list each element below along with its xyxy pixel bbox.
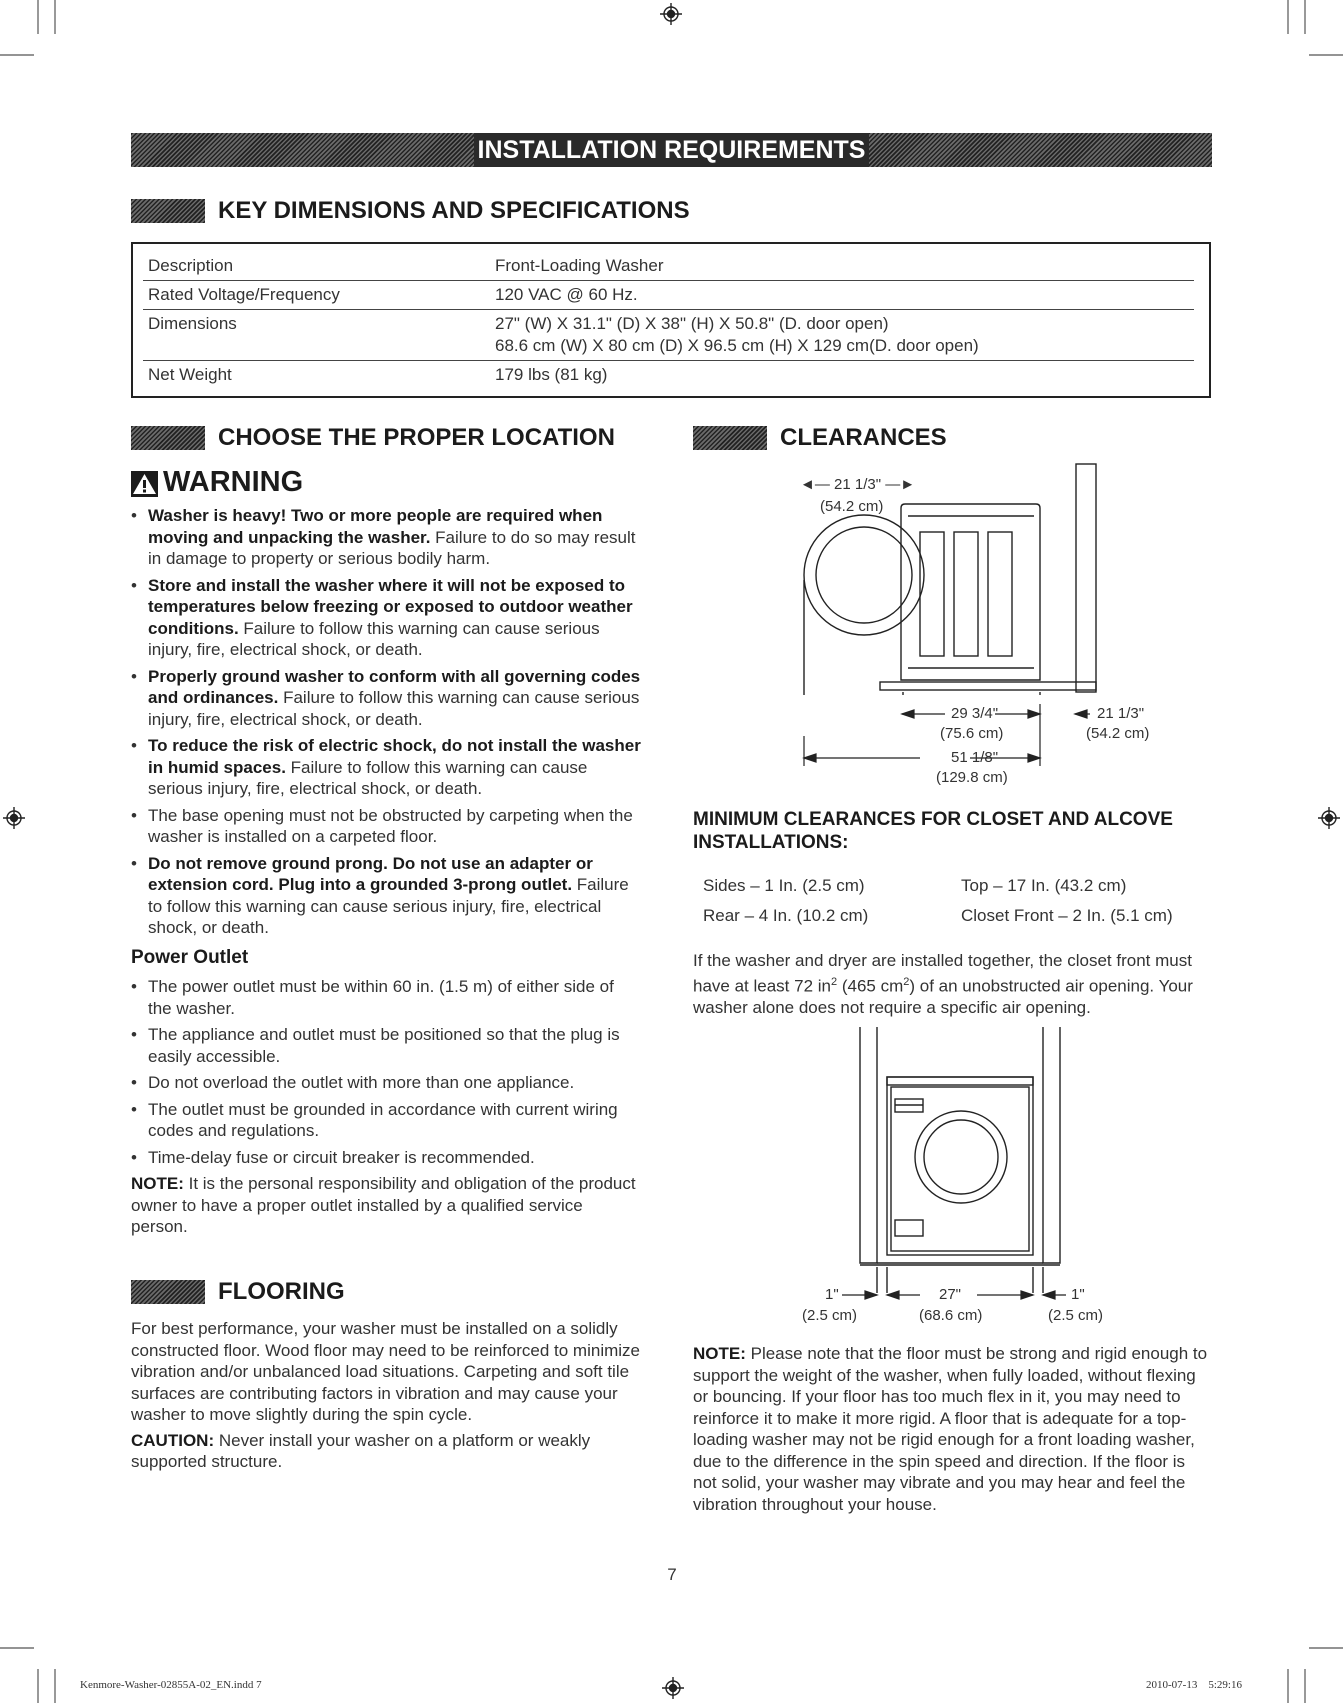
clearance-rear: Rear – 4 In. (10.2 cm) <box>703 906 869 925</box>
wall-clearance-metric: (54.2 cm) <box>1086 725 1150 742</box>
washer-depth-dim: 29 3/4" <box>951 705 999 722</box>
warning-item <box>131 505 641 570</box>
spec-value: Front-Loading Washer <box>495 256 664 275</box>
warning-text: Failure to follow this warning can cause serious injury, fire, electrical shock, or death. <box>148 875 629 937</box>
door-open-icon <box>804 515 924 635</box>
footer-filename: Kenmore-Washer-02855A-02_EN.indd 7 <box>80 1679 262 1691</box>
registration-target-bottom <box>662 1677 684 1699</box>
spec-value: 179 lbs (81 kg) <box>495 365 608 384</box>
key-dimensions-header <box>131 197 1031 225</box>
washer-width-dim: 27" <box>939 1286 962 1303</box>
registration-target-top <box>660 3 682 25</box>
page-number: 7 <box>667 1565 677 1584</box>
warning-bold-text: Do not remove ground prong. Do not use an adapter or extension cord. Plug into a grounded 3-prong outlet. <box>148 853 593 894</box>
spec-value: 120 VAC @ 60 Hz. <box>495 285 638 304</box>
spec-value-metric: 68.6 cm (W) X 80 cm (D) X 96.5 cm (H) X 129 cm(D. door open) <box>495 336 979 355</box>
clearance-top: Top – 17 In. (43.2 cm) <box>961 876 1127 895</box>
warning-item <box>131 666 641 731</box>
row-divider <box>143 280 1194 281</box>
outlet-note <box>131 1173 641 1238</box>
note-text: It is the personal responsibility and obligation of the product owner to have a proper outlet installed by a qualified service person. <box>131 1174 636 1236</box>
closet-text: ) of an unobstructed air opening. Your washer alone does not require a specific air opening. <box>693 976 1193 1017</box>
heading-marker <box>131 426 205 450</box>
total-depth-metric: (129.8 cm) <box>936 769 1008 786</box>
floor-note <box>693 1343 1213 1515</box>
wall-clearance-dim: 21 1/3" <box>1097 705 1145 722</box>
warning-item <box>131 735 641 800</box>
warning-icon <box>131 471 158 497</box>
specifications-table <box>131 242 1211 398</box>
left-wall-icon <box>860 1027 877 1263</box>
location-heading: CHOOSE THE PROPER LOCATION <box>218 424 615 451</box>
heading-marker <box>131 199 205 223</box>
key-dimensions-heading: KEY DIMENSIONS AND SPECIFICATIONS <box>218 197 690 224</box>
power-outlet-list <box>131 976 641 1168</box>
registration-target-right <box>1318 807 1340 829</box>
row-divider <box>143 309 1194 310</box>
washer-depth-metric: (75.6 cm) <box>940 725 1004 742</box>
warning-text: The base opening must not be obstructed by carpeting when the washer is installed on a carpeted floor. <box>148 805 633 846</box>
flooring-caution <box>131 1430 641 1473</box>
right-wall-icon <box>1043 1027 1060 1263</box>
flooring-text: For best performance, your washer must be installed on a solidly constructed floor. Wood floor may need to be reinforced to minimize vibration and/or unbalanced load situations. Carpeting and soft tile surfaces are contributing factors in vibration and may cause your washer to move slightly during the spin cycle. <box>131 1319 640 1424</box>
warning-item <box>131 575 641 661</box>
clearances-heading: CLEARANCES <box>780 424 947 451</box>
right-gap-metric: (2.5 cm) <box>1048 1307 1104 1324</box>
closet-air-opening-text <box>693 950 1213 1018</box>
alcove-diagram <box>855 1025 1065 1295</box>
heading-marker <box>693 426 767 450</box>
side-clearance-diagram <box>790 460 1110 695</box>
warning-bold-text: Washer is heavy! Two or more people are required when moving and unpacking the washer. <box>148 506 603 547</box>
warning-bold-text: Properly ground washer to conform with all governing codes and ordinances. <box>148 666 641 707</box>
warning-text: Failure to follow this warning can cause serious injury, fire, electrical shock, or death. <box>148 757 588 798</box>
power-outlet-item: • The outlet must be grounded in accordance with current wiring codes and regulations. <box>131 1099 641 1142</box>
warning-item <box>131 853 641 939</box>
flooring-section <box>131 1318 641 1473</box>
washer-front-icon <box>887 1077 1033 1255</box>
door-width-dim: ◄— 21 1/3" —► <box>800 476 916 493</box>
total-depth-dim: 51 1/8" <box>951 749 999 766</box>
spec-label: Rated Voltage/Frequency <box>148 285 340 304</box>
clearance-sides: Sides – 1 In. (2.5 cm) <box>703 876 865 895</box>
closet-text: If the washer and dryer are installed together, the closet front must have at least 72 in <box>693 951 1192 996</box>
note-label: NOTE: <box>131 1174 184 1193</box>
wall-icon <box>1076 464 1096 692</box>
warning-text: Failure to follow this warning can cause serious injury, fire, electrical shock, or death. <box>148 688 640 729</box>
clearance-closet-front: Closet Front – 2 In. (5.1 cm) <box>961 906 1173 925</box>
warning-item <box>131 805 641 848</box>
washer-width-metric: (68.6 cm) <box>919 1307 983 1324</box>
section-banner <box>131 133 1212 167</box>
power-outlet-heading: Power Outlet <box>131 946 249 968</box>
power-outlet-item: • The power outlet must be within 60 in. (1.5 m) of either side of the washer. <box>131 976 641 1019</box>
flooring-heading: FLOORING <box>218 1278 345 1305</box>
warning-bold-text: To reduce the risk of electric shock, do not install the washer in humid spaces. <box>148 736 641 777</box>
power-outlet-item: • Do not overload the outlet with more than one appliance. <box>131 1072 641 1094</box>
warning-text: Failure to do so may result in damage to property or serious bodily harm. <box>148 527 636 568</box>
banner-title: INSTALLATION REQUIREMENTS <box>474 133 870 167</box>
location-header <box>131 424 651 452</box>
warning-section <box>131 505 641 1238</box>
superscript: 2 <box>903 975 910 988</box>
power-outlet-item: • The appliance and outlet must be positioned so that the plug is easily accessible. <box>131 1024 641 1067</box>
warning-list <box>131 505 641 939</box>
warning-bold-text: Store and install the washer where it will not be exposed to temperatures below freezing or exposed to outdoor weather conditions. <box>148 575 633 638</box>
warning-title: WARNING <box>163 466 304 498</box>
note-label: NOTE: <box>693 1344 746 1363</box>
clearances-header <box>693 424 1093 452</box>
spec-label: Net Weight <box>148 365 232 384</box>
minimum-clearances-heading: MINIMUM CLEARANCES FOR CLOSET AND ALCOVE INSTALLATIONS: <box>693 809 1173 853</box>
dim-value: 21 1/3" <box>834 476 882 493</box>
warning-header <box>131 468 431 502</box>
footer-timestamp: 2010-07-13 5:29:16 <box>1146 1679 1242 1691</box>
spec-label: Dimensions <box>148 314 237 333</box>
note-text: Please note that the floor must be strong and rigid enough to support the weight of the washer, when fully loaded, without flexing or bouncing. If your floor has too much flex in it, you may need to reinforce it to make it more rigid. A floor that is adequate for a top-loading washer may not be rigid enough for a front loading washer, due to the difference in the spin speed and direction. If the floor is not solid, your washer may vibrate and you may hear and feel the vibration throughout your house. <box>693 1344 1208 1514</box>
closet-text: (465 cm <box>837 976 904 996</box>
heading-marker <box>131 1280 205 1304</box>
left-gap-dim: 1" <box>825 1286 839 1303</box>
left-gap-metric: (2.5 cm) <box>802 1307 858 1324</box>
registration-target-left <box>3 807 25 829</box>
door-width-metric: (54.2 cm) <box>820 498 884 515</box>
washer-door-icon <box>915 1111 1007 1203</box>
power-outlet-item: • Time-delay fuse or circuit breaker is recommended. <box>131 1147 641 1169</box>
right-gap-dim: 1" <box>1071 1286 1085 1303</box>
row-divider <box>143 360 1194 361</box>
spec-value: 27" (W) X 31.1" (D) X 38" (H) X 50.8" (D. door open) <box>495 314 889 333</box>
superscript: 2 <box>830 975 838 988</box>
flooring-header <box>131 1278 651 1306</box>
warning-text: Failure to follow this warning can cause serious injury, fire, electrical shock, or death. <box>148 618 600 659</box>
caution-label: CAUTION: <box>131 1430 215 1450</box>
caution-text: Never install your washer on a platform or weakly supported structure. <box>131 1430 591 1471</box>
spec-label: Description <box>148 256 234 275</box>
